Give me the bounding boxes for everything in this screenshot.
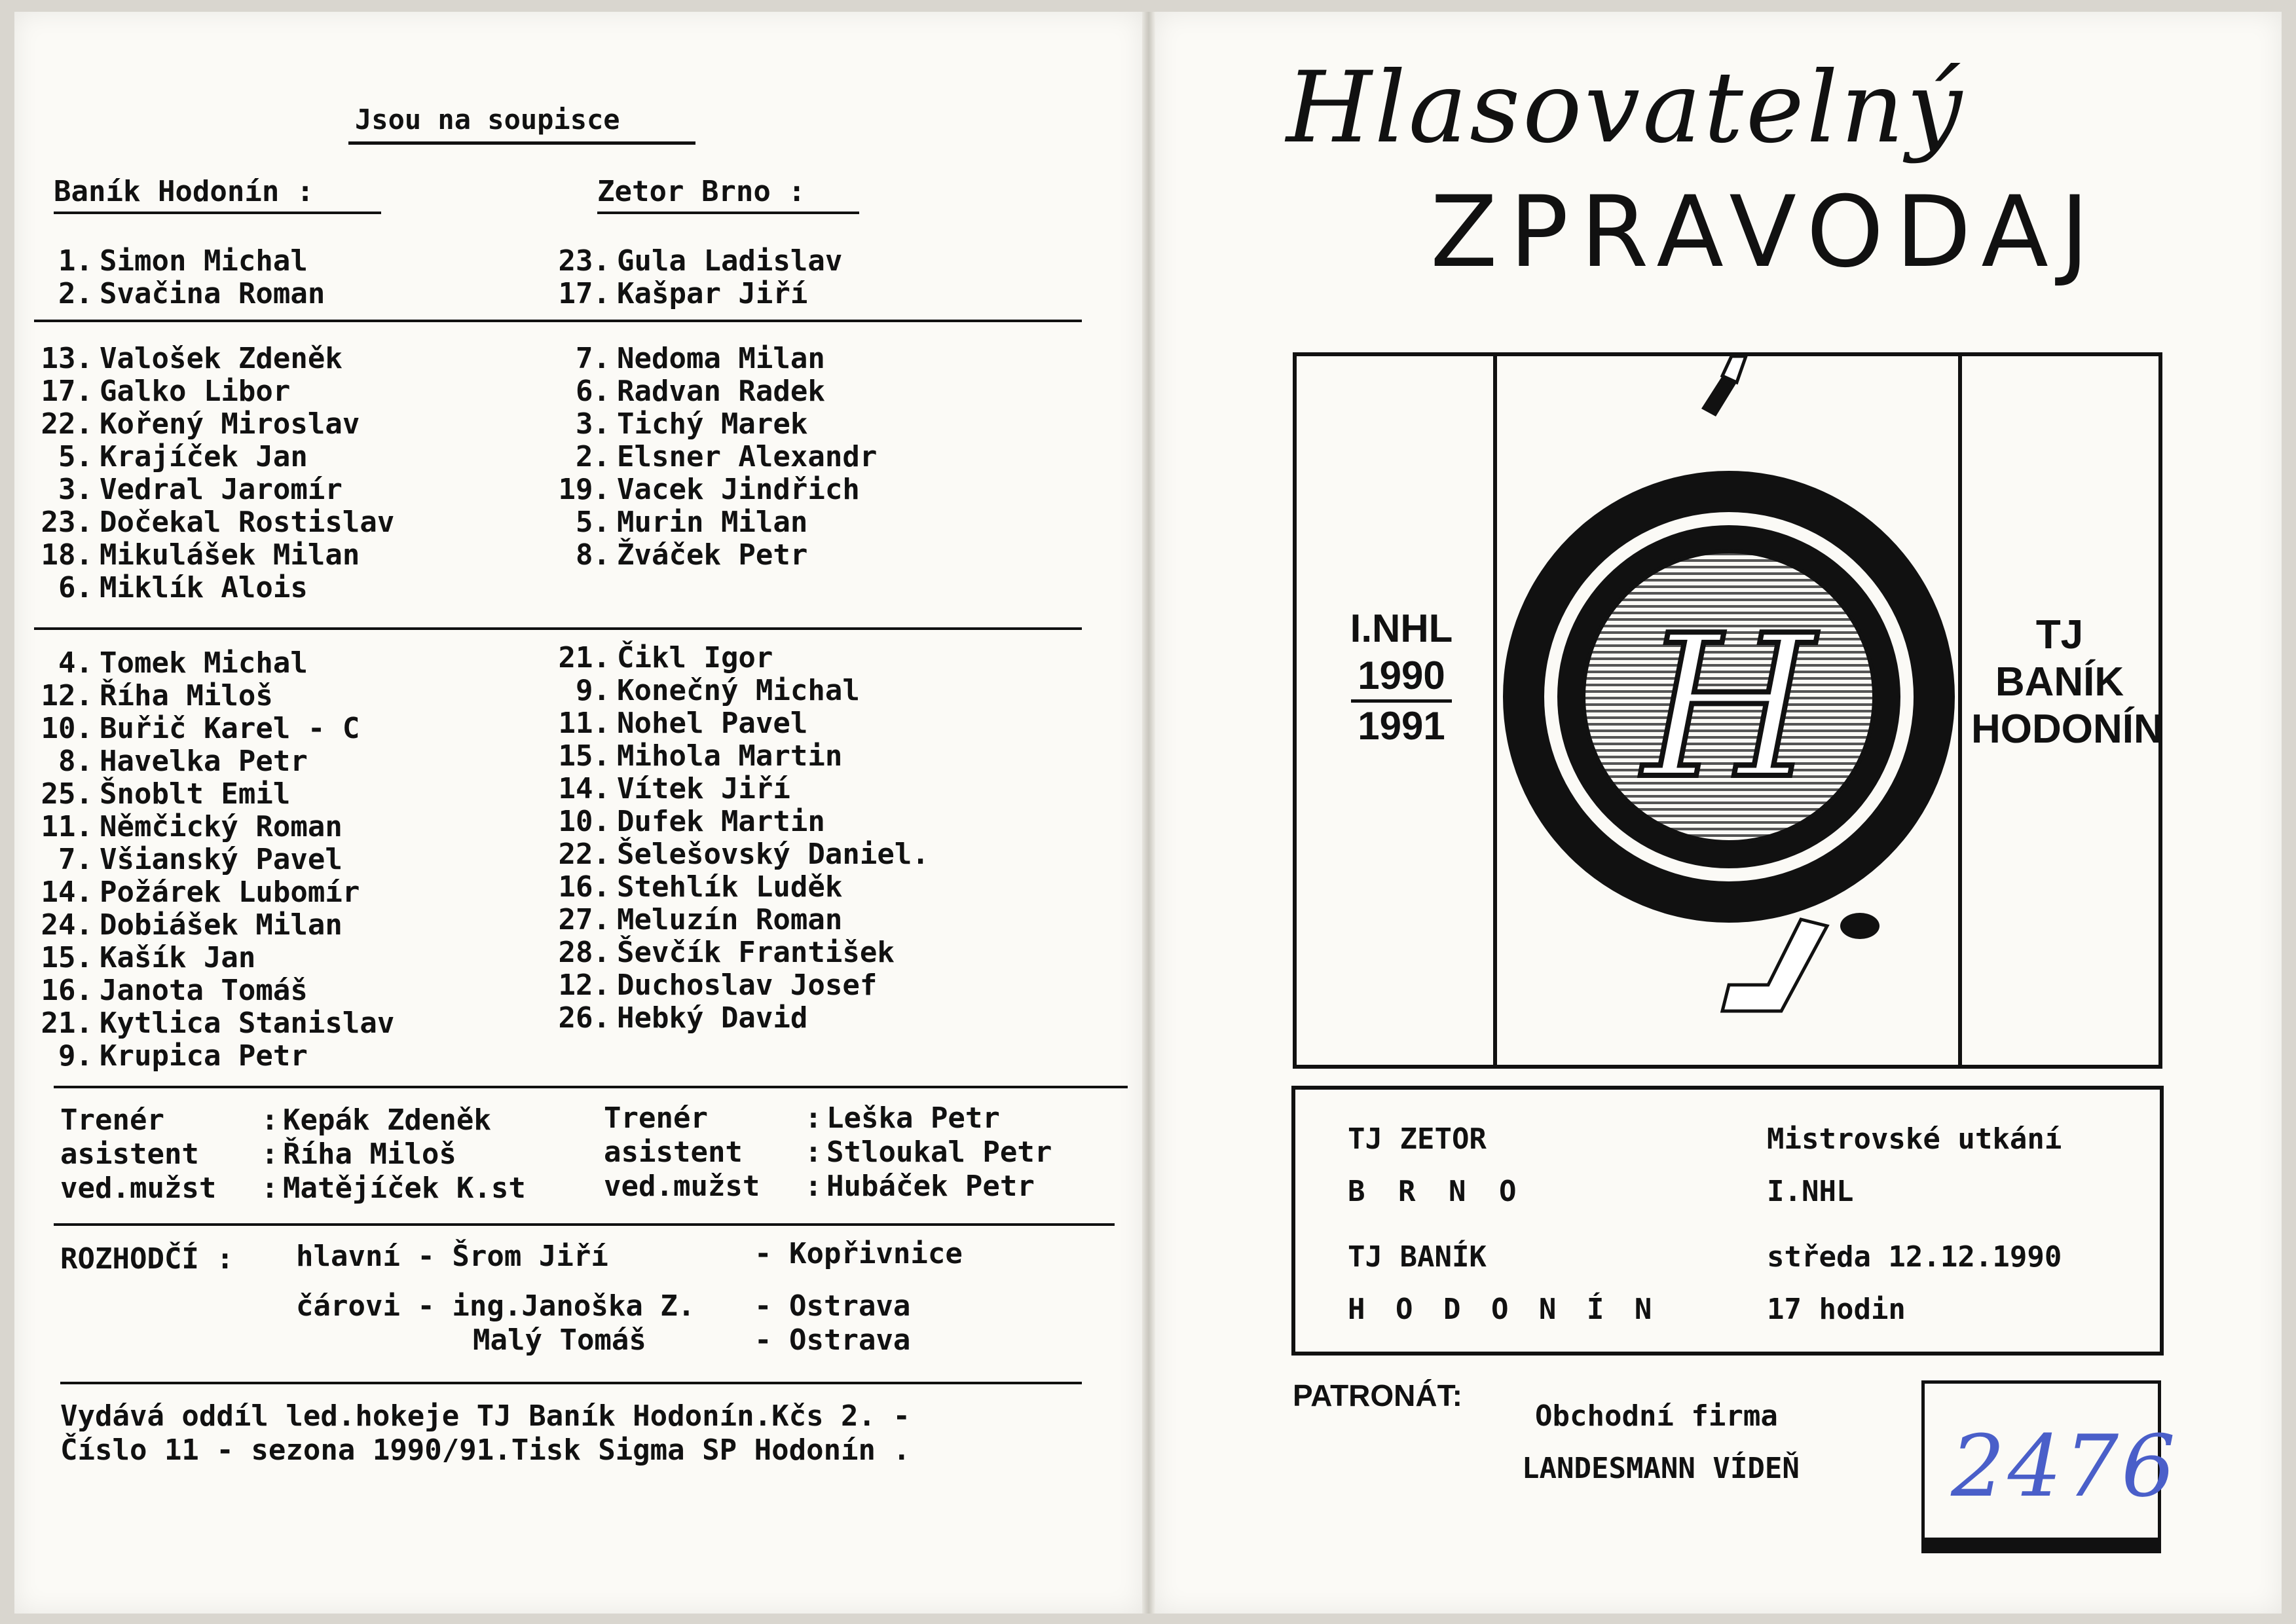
masthead-title: ZPRAVODAJ [1430, 175, 2102, 289]
jersey-number: 7. [576, 342, 610, 375]
roster-row [532, 539, 877, 572]
staff-name: Leška Petr [826, 1101, 1000, 1135]
main-referee-city: - Kopřivnice [754, 1237, 963, 1270]
player-name: Krupica Petr [100, 1039, 308, 1073]
line-referee-2-city: - Ostrava [754, 1323, 911, 1357]
jersey-number: 8. [576, 538, 610, 572]
page-fold [1142, 12, 1155, 1614]
player-name: Nohel Pavel [617, 707, 808, 740]
roster-row [14, 572, 394, 604]
roster-row [532, 674, 929, 707]
match-box [1291, 1086, 2164, 1356]
staff-row [60, 1104, 526, 1138]
roster-row [14, 441, 394, 473]
player-name: Mihola Martin [617, 739, 843, 773]
player-name: Miklík Alois [100, 571, 308, 604]
jersey-number: 22. [558, 838, 610, 871]
jersey-number: 17. [558, 277, 610, 310]
jersey-number: 10. [558, 805, 610, 838]
jersey-number: 15. [558, 739, 610, 773]
jersey-number: 9. [576, 674, 610, 707]
roster-row [14, 408, 394, 441]
staff-role: asistent [60, 1137, 199, 1171]
svg-text:H: H [1643, 593, 1815, 822]
player-name: Žváček Petr [617, 538, 808, 572]
player-name: Kytlica Stanislav [100, 1006, 395, 1040]
roster-row [532, 707, 929, 740]
roster-row [532, 375, 877, 408]
staff-row [604, 1170, 1052, 1204]
player-name: Janota Tomáš [100, 974, 308, 1007]
player-name: Kašpar Jiří [617, 277, 808, 310]
jersey-number: 4. [58, 646, 93, 680]
player-name: Dobiášek Milan [100, 908, 343, 942]
roster-row [532, 904, 929, 936]
jersey-number: 6. [576, 375, 610, 408]
player-name: Kašík Jan [100, 941, 256, 974]
staff-row [604, 1102, 1052, 1136]
handwritten-number: 2476 [1951, 1416, 2178, 1516]
staff-role: asistent [604, 1135, 743, 1169]
program-sheet [14, 12, 2282, 1614]
player-name: Tomek Michal [100, 646, 308, 680]
home-club: TJ BANÍK [1348, 1240, 1487, 1274]
away-staff [604, 1102, 1052, 1204]
away-forwards [532, 642, 929, 1035]
player-name: Hebký David [617, 1001, 808, 1035]
roster-row [14, 909, 394, 942]
player-name: Vítek Jiří [617, 772, 790, 805]
section-divider [60, 1382, 1082, 1384]
jersey-number: 21. [558, 641, 610, 674]
player-name: Havelka Petr [100, 745, 308, 778]
patron-label: PATRONÁT: [1293, 1378, 1462, 1412]
jersey-number: 1. [58, 244, 93, 278]
roster-row [14, 539, 394, 572]
jersey-number: 25. [41, 777, 93, 811]
jersey-number: 10. [41, 712, 93, 745]
match-date: středa 12.12.1990 [1767, 1240, 2062, 1274]
roster-row [14, 1040, 394, 1073]
player-name: Galko Libor [100, 375, 291, 408]
roster-row [14, 811, 394, 843]
staff-name: Hubáček Petr [826, 1170, 1035, 1203]
jersey-number: 28. [558, 936, 610, 969]
logo-box [1293, 352, 2162, 1069]
roster-row [14, 506, 394, 539]
staff-name: Stloukal Petr [826, 1135, 1052, 1169]
roster-row [532, 838, 929, 871]
jersey-number: 5. [576, 506, 610, 539]
jersey-number: 16. [558, 870, 610, 904]
jersey-number: 12. [41, 679, 93, 712]
staff-name: Kepák Zdeněk [283, 1103, 491, 1137]
serial-box [1921, 1380, 2178, 1553]
away-team-heading: Zetor Brno : [597, 175, 805, 208]
jersey-number: 3. [576, 407, 610, 441]
away-defense [532, 342, 877, 572]
masthead-script: Hlasovatelný [1286, 51, 1965, 165]
player-name: Vacek Jindřich [617, 473, 860, 506]
match-type: Mistrovské utkání [1767, 1122, 2062, 1156]
jersey-number: 21. [41, 1006, 93, 1040]
main-referee: hlavní - Šrom Jiří [296, 1240, 608, 1273]
jersey-number: 27. [558, 903, 610, 936]
roster-row [14, 245, 325, 278]
jersey-number: 3. [58, 473, 93, 506]
roster-row [532, 473, 877, 506]
roster-row [532, 805, 929, 838]
staff-colon: : [804, 1101, 823, 1135]
jersey-number: 14. [558, 772, 610, 805]
player-name: Vedral Jaromír [100, 473, 343, 506]
jersey-number: 9. [58, 1039, 93, 1073]
jersey-number: 7. [58, 843, 93, 876]
away-club: TJ ZETOR [1348, 1122, 1487, 1156]
away-heading-underline [597, 212, 859, 214]
away-city: B R N O [1348, 1175, 1525, 1208]
section-divider [54, 1086, 1128, 1088]
staff-colon: : [261, 1103, 279, 1137]
roster-row [532, 342, 877, 375]
staff-role: ved.mužst [60, 1172, 217, 1205]
jersey-number: 2. [576, 440, 610, 473]
roster-row [532, 408, 877, 441]
hockey-logo-icon [1493, 356, 1958, 1065]
player-name: Murin Milan [617, 506, 808, 539]
home-heading-underline [54, 212, 381, 214]
staff-role: Trenér [604, 1101, 708, 1135]
player-name: Šnoblt Emil [100, 777, 291, 811]
roster-row [532, 506, 877, 539]
roster-row [532, 1002, 929, 1035]
roster-row [14, 342, 394, 375]
line-referee-2: Malý Tomáš [473, 1323, 646, 1357]
roster-row [14, 974, 394, 1007]
player-name: Ševčík František [617, 936, 895, 969]
home-team-heading: Baník Hodonín : [54, 175, 314, 208]
player-name: Kořený Miroslav [100, 407, 360, 441]
section-divider [54, 1223, 1115, 1226]
section-divider [34, 320, 1082, 322]
roster-row [14, 745, 394, 778]
staff-name: Matějíček K.st [283, 1172, 526, 1205]
staff-row [604, 1136, 1052, 1170]
jersey-number: 13. [41, 342, 93, 375]
jersey-number: 2. [58, 277, 93, 310]
player-name: Čikl Igor [617, 641, 773, 674]
staff-colon: : [804, 1170, 823, 1203]
home-city: H O D O N Í N [1348, 1293, 1659, 1326]
publisher-line: Vydává oddíl led.hokeje TJ Baník Hodonín.Kčs 2. - [60, 1399, 911, 1433]
jersey-number: 6. [58, 571, 93, 604]
player-name: Nedoma Milan [617, 342, 825, 375]
player-name: Svačina Roman [100, 277, 325, 310]
section-divider [34, 627, 1082, 630]
player-name: Všianský Pavel [100, 843, 343, 876]
line-referee-1: čárovi - ing.Janoška Z. [296, 1289, 695, 1323]
roster-row [14, 778, 394, 811]
player-name: Elsner Alexandr [617, 440, 878, 473]
roster-row [532, 871, 929, 904]
away-goalies [532, 245, 842, 310]
roster-row [14, 647, 394, 680]
title-underline [348, 141, 695, 145]
player-name: Valošek Zdeněk [100, 342, 343, 375]
home-forwards [14, 647, 394, 1073]
staff-name: Říha Miloš [283, 1137, 456, 1171]
jersey-number: 17. [41, 375, 93, 408]
jersey-number: 11. [558, 707, 610, 740]
roster-row [532, 936, 929, 969]
roster-row [532, 773, 929, 805]
home-defense [14, 342, 394, 604]
roster-row [532, 740, 929, 773]
club-name: TJ BANÍK HODONÍN [1971, 612, 2163, 752]
jersey-number: 23. [558, 244, 610, 278]
player-name: Dočekal Rostislav [100, 506, 395, 539]
jersey-number: 26. [558, 1001, 610, 1035]
jersey-number: 14. [41, 876, 93, 909]
player-name: Meluzín Roman [617, 903, 843, 936]
staff-role: ved.mužst [604, 1170, 760, 1203]
player-name: Duchoslav Josef [617, 969, 878, 1002]
player-name: Gula Ladislav [617, 244, 843, 278]
issue-line: Číslo 11 - sezona 1990/91.Tisk Sigma SP Hodonín . [60, 1433, 911, 1467]
jersey-number: 18. [41, 538, 93, 572]
roster-row [532, 278, 842, 310]
roster-row [14, 473, 394, 506]
player-name: Dufek Martin [617, 805, 825, 838]
player-name: Němčický Roman [100, 810, 343, 843]
roster-row [532, 441, 877, 473]
home-goalies [14, 245, 325, 310]
player-name: Mikulášek Milan [100, 538, 360, 572]
league-season: I.NHL 1990 1991 [1350, 606, 1453, 748]
jersey-number: 8. [58, 745, 93, 778]
player-name: Požárek Lubomír [100, 876, 360, 909]
staff-colon: : [804, 1135, 823, 1169]
staff-colon: : [261, 1172, 279, 1205]
jersey-number: 24. [41, 908, 93, 942]
roster-title: Jsou na soupisce [355, 103, 620, 136]
player-name: Říha Miloš [100, 679, 273, 712]
roster-row [14, 680, 394, 712]
player-name: Radvan Radek [617, 375, 825, 408]
roster-row [532, 245, 842, 278]
roster-row [14, 712, 394, 745]
roster-row [532, 642, 929, 674]
player-name: Konečný Michal [617, 674, 860, 707]
home-staff [60, 1104, 526, 1206]
roster-row [14, 375, 394, 408]
player-name: Simon Michal [100, 244, 308, 278]
roster-row [532, 969, 929, 1002]
jersey-number: 12. [558, 969, 610, 1002]
player-name: Krajíček Jan [100, 440, 308, 473]
roster-row [14, 942, 394, 974]
player-name: Šelešovský Daniel. [617, 838, 929, 871]
patron-line-2: LANDESMANN VÍDEŇ [1522, 1452, 1800, 1485]
referees-label: ROZHODČÍ : [60, 1242, 234, 1276]
cover-page [1155, 12, 2282, 1614]
jersey-number: 16. [41, 974, 93, 1007]
match-time: 17 hodin [1767, 1293, 1906, 1326]
staff-row [60, 1172, 526, 1206]
jersey-number: 11. [41, 810, 93, 843]
roster-page [14, 12, 1142, 1614]
roster-row [14, 876, 394, 909]
jersey-number: 15. [41, 941, 93, 974]
player-name: Buřič Karel - C [100, 712, 360, 745]
staff-role: Trenér [60, 1103, 164, 1137]
jersey-number: 22. [41, 407, 93, 441]
staff-row [60, 1138, 526, 1172]
jersey-number: 19. [558, 473, 610, 506]
jersey-number: 5. [58, 440, 93, 473]
player-name: Stehlík Luděk [617, 870, 843, 904]
player-name: Tichý Marek [617, 407, 808, 441]
roster-row [14, 278, 325, 310]
patron-line-1: Obchodní firma [1535, 1399, 1778, 1433]
staff-colon: : [261, 1137, 279, 1171]
line-referee-1-city: - Ostrava [754, 1289, 911, 1323]
roster-row [14, 843, 394, 876]
match-league: I.NHL [1767, 1175, 1854, 1208]
roster-row [14, 1007, 394, 1040]
jersey-number: 23. [41, 506, 93, 539]
